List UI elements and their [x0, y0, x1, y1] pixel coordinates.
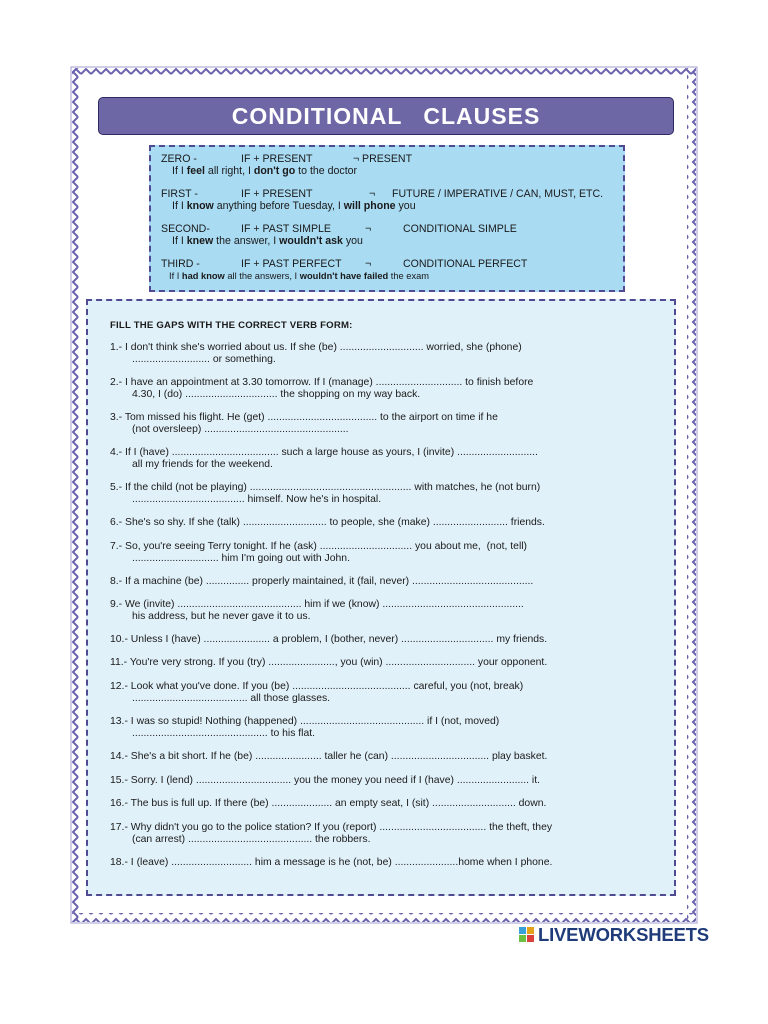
- exercise-item: [110, 681, 650, 705]
- exercise-item-line: 18.- I (leave) ............................ him a message is he (not, be) ......................home when I phone.: [110, 857, 553, 868]
- exercise-item-line: 2.- I have an appointment at 3.30 tomorrow. If I (manage) .............................. to finish before: [110, 377, 534, 388]
- exercise-item: [110, 634, 650, 646]
- rule-formula: IF + PAST SIMPLE: [241, 223, 331, 235]
- exercise-item: [110, 517, 650, 529]
- exercise-item-line: his address, but he never gave it to us.: [132, 611, 311, 622]
- rule-label: THIRD -: [161, 258, 200, 270]
- exercise-item-line: ........................................ all those glasses.: [132, 693, 331, 704]
- rule-arrow: ¬: [353, 153, 360, 165]
- exercise-item-line: 14.- She's a bit short. If he (be) ....................... taller he (can) .................................. play basket.: [110, 751, 548, 762]
- exercise-item: [110, 447, 650, 471]
- rule-arrow: ¬: [365, 223, 372, 235]
- rule-label: FIRST -: [161, 188, 198, 200]
- exercise-item-line: ............................................... to his flat.: [132, 728, 316, 739]
- exercise-item-line: 1.- I don't think she's worried about us. If she (be) ............................. worried, she (phone): [110, 342, 522, 353]
- rule-third: [161, 258, 528, 282]
- exercise-item-line: 3.- Tom missed his flight. He (get) ...................................... to the airport on time if he: [110, 412, 498, 423]
- exercise-item: [110, 798, 650, 810]
- rule-result: CONDITIONAL SIMPLE: [403, 223, 517, 235]
- rule-result: PRESENT: [362, 153, 413, 165]
- rule-result: FUTURE / IMPERATIVE / CAN, MUST, ETC.: [392, 188, 604, 200]
- exercise-item: [110, 657, 650, 669]
- rule-formula: IF + PRESENT: [241, 188, 313, 200]
- exercise-item: [110, 599, 650, 623]
- rule-formula: IF + PAST PERFECT: [241, 258, 342, 270]
- rule-formula: IF + PRESENT: [241, 153, 313, 165]
- exercise-item-line: 15.- Sorry. I (lend) ................................. you the money you need if I (have) ......................... it.: [110, 775, 541, 786]
- rule-example: If I knew the answer, I wouldn't ask you: [172, 235, 363, 247]
- rule-result: CONDITIONAL PERFECT: [403, 258, 528, 270]
- rule-label: SECOND-: [161, 223, 210, 235]
- rule-example: If I know anything before Tuesday, I will phone you: [172, 200, 416, 212]
- exercise-item-line: 13.- I was so stupid! Nothing (happened) ........................................... if I (not, moved): [110, 716, 500, 727]
- brand-logo: [519, 925, 709, 945]
- rule-second: [161, 223, 517, 247]
- rule-example: If I feel all right, I don't go to the doctor: [172, 165, 358, 177]
- exercise-item-line: ........................... or something.: [132, 354, 276, 365]
- exercise-item-line: 8.- If a machine (be) ............... properly maintained, it (fail, never) ..........................................: [110, 576, 534, 587]
- page-title: CONDITIONAL CLAUSES: [98, 97, 674, 135]
- exercise-item: [110, 822, 650, 846]
- liveworksheets-logo-icon: [519, 927, 536, 944]
- conditional-rules-box: [149, 145, 625, 292]
- exercise-item: [110, 775, 650, 787]
- exercise-item: [110, 377, 650, 401]
- exercise-item-line: (can arrest) ........................................... the robbers.: [132, 834, 371, 845]
- exercise-item-line: 5.- If the child (not be playing) ........................................................ with matches, he (not burn): [110, 482, 541, 493]
- exercise-item-line: 4.- If I (have) ..................................... such a large house as yours, I (invite) ............................: [110, 447, 538, 458]
- exercise-item-line: (not oversleep) ..................................................: [132, 424, 349, 435]
- exercise-item-line: ....................................... himself. Now he's in hospital.: [132, 494, 382, 505]
- exercise-item: [110, 857, 650, 869]
- exercise-item: [110, 576, 650, 588]
- rule-example: If I had know all the answers, I wouldn't have failed the exam: [169, 271, 430, 281]
- exercise-item-line: 10.- Unless I (have) ....................... a problem, I (bother, never) ................................ my friends.: [110, 634, 548, 645]
- rule-arrow: ¬: [369, 188, 376, 200]
- rule-arrow: ¬: [365, 258, 372, 270]
- exercise-item-line: .............................. him I'm going out with John.: [132, 553, 350, 564]
- brand-name: LIVEWORKSHEETS: [538, 924, 709, 945]
- exercise-box: [86, 299, 676, 896]
- exercise-item-line: 16.- The bus is full up. If there (be) ..................... an empty seat, I (sit) ............................. down.: [110, 798, 547, 809]
- rule-first: [161, 188, 604, 212]
- exercise-heading: FILL THE GAPS WITH THE CORRECT VERB FORM:: [110, 320, 353, 331]
- exercise-item: [110, 716, 650, 740]
- rule-zero: [161, 153, 413, 177]
- exercise-item-line: all my friends for the weekend.: [132, 459, 273, 470]
- exercise-item-line: 17.- Why didn't you go to the police station? If you (report) ..................................... the theft, they: [110, 822, 553, 833]
- rule-label: ZERO -: [161, 153, 197, 165]
- exercise-item-line: 9.- We (invite) ........................................... him if we (know) .................................................: [110, 599, 524, 610]
- exercise-item: [110, 751, 650, 763]
- exercise-item: [110, 482, 650, 506]
- exercise-item-line: 7.- So, you're seeing Terry tonight. If he (ask) ................................ you about me, (not, tell): [110, 541, 528, 552]
- exercise-item: [110, 541, 650, 565]
- exercise-item-line: 6.- She's so shy. If she (talk) ............................. to people, she (make) .......................... friends.: [110, 517, 545, 528]
- exercise-item-line: 12.- Look what you've done. If you (be) ......................................... careful, you (not, break): [110, 681, 524, 692]
- exercise-item-line: 11.- You're very strong. If you (try) ......................., you (win) ............................... your opponent.: [110, 657, 548, 668]
- exercise-item-line: 4.30, I (do) ................................ the shopping on my way back.: [132, 389, 421, 400]
- exercise-item: [110, 412, 650, 436]
- exercise-item: [110, 342, 650, 366]
